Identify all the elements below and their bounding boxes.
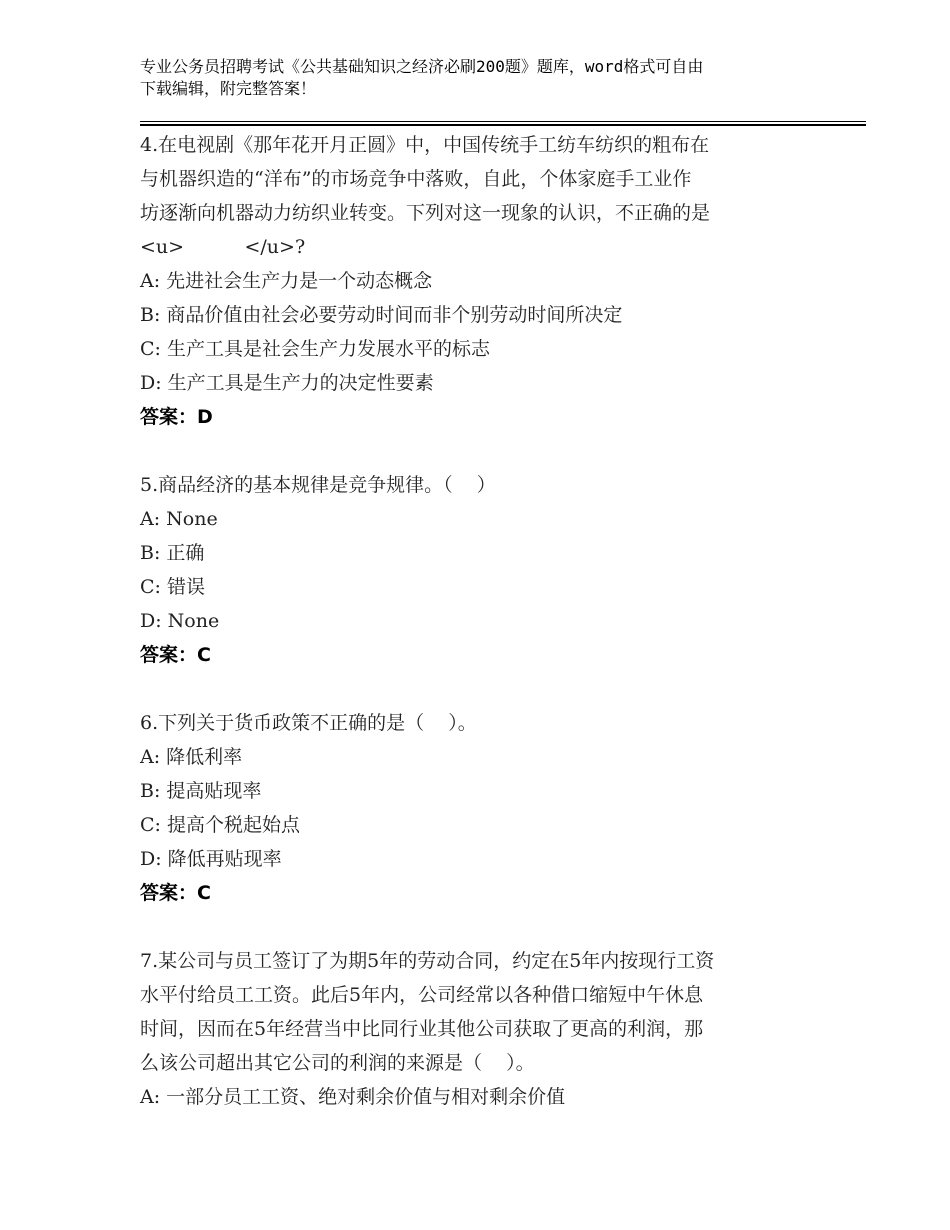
option-a: A: 降低利率 [140,746,243,768]
header-rule-thin [140,121,866,122]
question-stem-line: <u> </u>? [140,236,306,258]
question-7 [140,944,830,1114]
option-b: B: 正确 [140,542,205,564]
question-stem-line: 与机器织造的“洋布”的市场竞争中落败，自此，个体家庭手工业作 [140,168,692,190]
answer-label: 答案：C [140,644,211,666]
option-d: D: None [140,610,220,632]
question-list [140,128,830,1148]
question-stem-line: 4.在电视剧《那年花开月正圆》中，中国传统手工纺车纺织的粗布在 [140,134,710,156]
option-a: A: 先进社会生产力是一个动态概念 [140,270,433,292]
question-6 [140,706,830,910]
question-4 [140,128,830,434]
header-line-2: 下载编辑，附完整答案！ [140,79,317,98]
option-c: C: 提高个税起始点 [140,814,300,836]
question-stem-line: 时间，因而在5年经营当中比同行业其他公司获取了更高的利润，那 [140,1018,704,1040]
answer-label: 答案：D [140,406,213,428]
option-a: A: 一部分员工工资、绝对剩余价值与相对剩余价值 [140,1086,566,1108]
answer-label: 答案：C [140,882,211,904]
question-stem-line: 7.某公司与员工签订了为期5年的劳动合同，约定在5年内按现行工资 [140,950,715,972]
option-a: A: None [140,508,218,530]
option-b: B: 提高贴现率 [140,780,262,802]
option-b: B: 商品价值由社会必要劳动时间而非个别劳动时间所决定 [140,304,623,326]
header-rule-thick [140,124,866,126]
question-5 [140,468,830,672]
question-stem-line: 6.下列关于货币政策不正确的是（ ）。 [140,712,477,734]
option-c: C: 生产工具是社会生产力发展水平的标志 [140,338,490,360]
header-line-1: 专业公务员招聘考试《公共基础知识之经济必刷200题》题库，word格式可自由 [140,57,704,76]
question-stem-line: 么该公司超出其它公司的利润的来源是（ ）。 [140,1052,535,1074]
option-c: C: 错误 [140,576,205,598]
option-d: D: 生产工具是生产力的决定性要素 [140,372,434,394]
question-stem-line: 水平付给员工工资。此后5年内，公司经常以各种借口缩短中午休息 [140,984,704,1006]
question-stem-line: 5.商品经济的基本规律是竞争规律。（ ） [140,474,496,496]
page-header [140,56,820,100]
question-stem-line: 坊逐渐向机器动力纺织业转变。下列对这一现象的认识，不正确的是 [140,202,711,224]
option-d: D: 降低再贴现率 [140,848,282,870]
